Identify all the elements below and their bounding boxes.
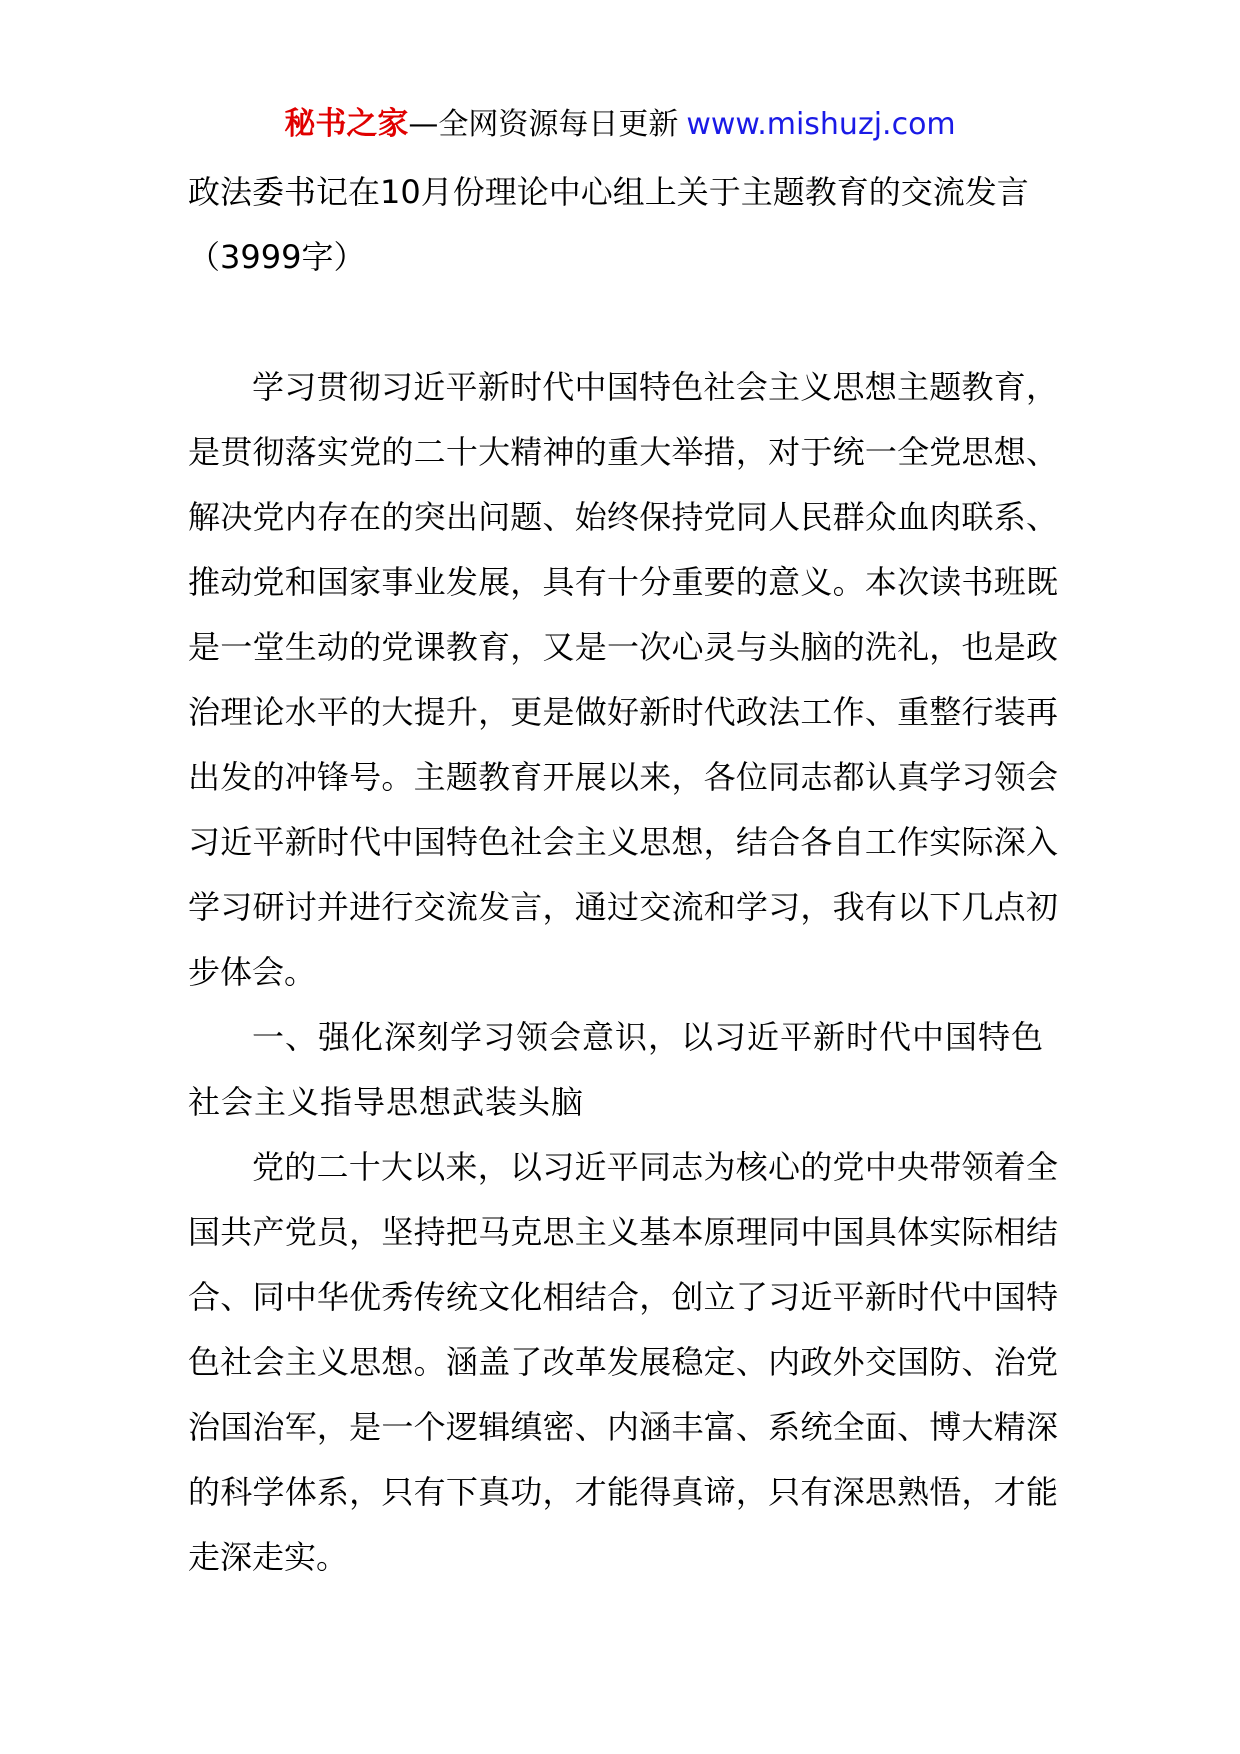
paragraph-section-1: 党的二十大以来，以习近平同志为核心的党中央带领着全国共产党员，坚持把马克思主义基本原理同中国具体实际相结合、同中华优秀传统文化相结合，创立了习近平新时代中国特色社会主义思想。涵盖了改革发展稳定、内政外交国防、治党治国治军，是一个逻辑缜密、内涵丰富、系统全面、博大精深的科学体系，只有下真功，才能得真谛，只有深思熟悟，才能走深走实。 bbox=[188, 1148, 1058, 1576]
document-body bbox=[188, 160, 1058, 1590]
title-spacer bbox=[188, 290, 1058, 355]
brand-name: 秘书之家 bbox=[284, 106, 409, 142]
header-url-link[interactable]: www.mishuzj.com bbox=[686, 107, 956, 142]
page-header bbox=[0, 104, 1240, 145]
header-slogan: —全网资源每日更新 bbox=[408, 107, 679, 142]
section-heading-1: 一、强化深刻学习领会意识，以习近平新时代中国特色社会主义指导思想武装头脑 bbox=[188, 1018, 1045, 1121]
document-title: 政法委书记在10月份理论中心组上关于主题教育的交流发言（3999字） bbox=[188, 173, 1029, 276]
paragraph-intro: 学习贯彻习近平新时代中国特色社会主义思想主题教育，是贯彻落实党的二十大精神的重大举措，对于统一全党思想、解决党内存在的突出问题、始终保持党同人民群众血肉联系、推动党和国家事业发展，具有十分重要的意义。本次读书班既是一堂生动的党课教育，又是一次心灵与头脑的洗礼，也是政治理论水平的大提升，更是做好新时代政法工作、重整行装再出发的冲锋号。主题教育开展以来，各位同志都认真学习领会习近平新时代中国特色社会主义思想，结合各自工作实际深入学习研讨并进行交流发言，通过交流和学习，我有以下几点初步体会。 bbox=[188, 368, 1058, 991]
